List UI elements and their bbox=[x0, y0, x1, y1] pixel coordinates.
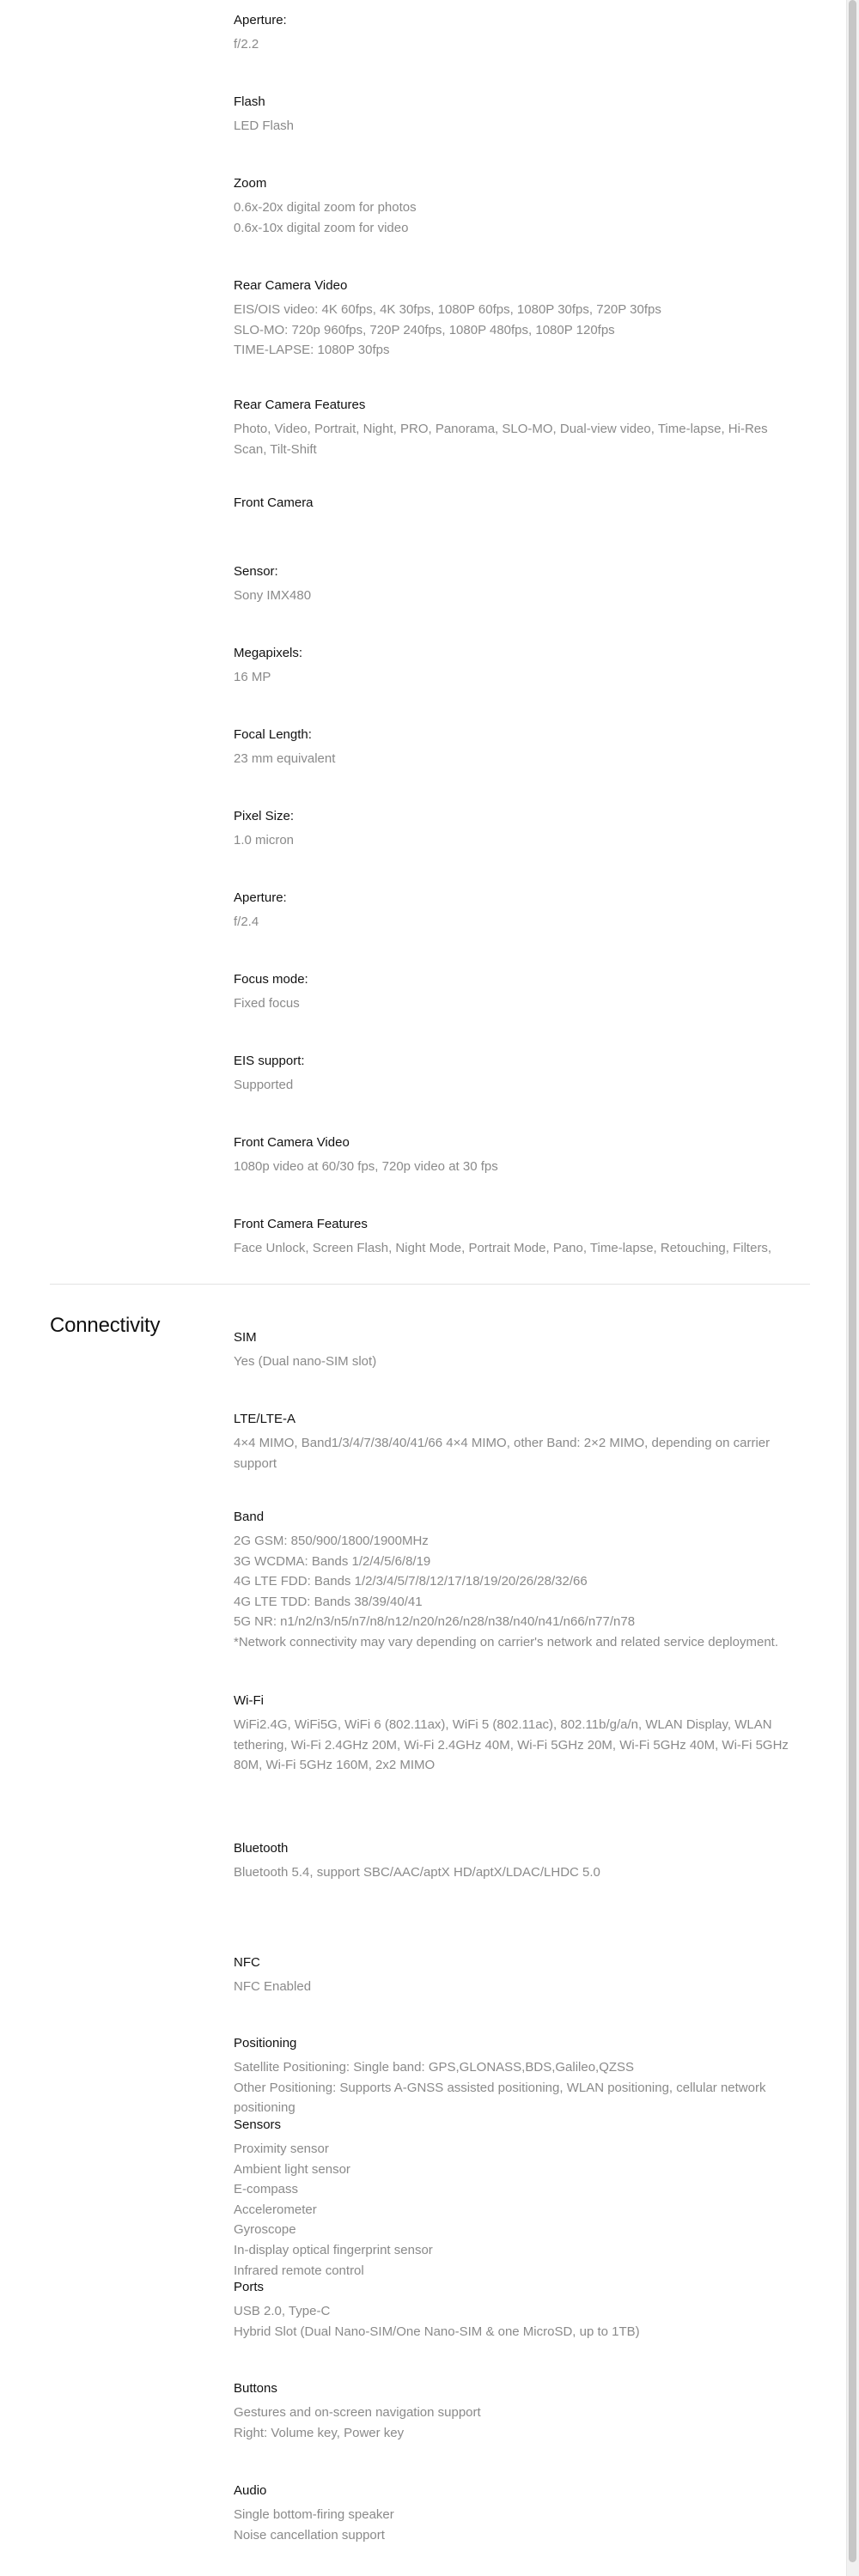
spec-value: Gyroscope bbox=[234, 2222, 296, 2238]
spec-value: Noise cancellation support bbox=[234, 2527, 385, 2543]
spec-values bbox=[234, 993, 801, 1014]
spec-item bbox=[234, 1053, 801, 1096]
spec-label: Sensor: bbox=[234, 564, 278, 579]
spec-value: 1.0 micron bbox=[234, 833, 295, 848]
spec-label: Zoom bbox=[234, 176, 267, 191]
spec-value: In-display optical fingerprint sensor bbox=[234, 2242, 433, 2257]
spec-label: Bluetooth bbox=[234, 1841, 289, 1856]
section-divider bbox=[50, 1284, 810, 1285]
spec-label: SIM bbox=[234, 1330, 257, 1345]
spec-item bbox=[234, 726, 801, 769]
spec-item bbox=[234, 1840, 801, 1883]
spec-label: Front Camera Features bbox=[234, 1217, 368, 1231]
spec-label: Positioning bbox=[234, 2036, 297, 2050]
spec-value: Supported bbox=[234, 1078, 294, 1092]
spec-value: Face Unlock, Screen Flash, Night Mode, Portrait Mode, Pano, Time-lapse, Retouching, Filters, bbox=[234, 1241, 772, 1255]
spec-values bbox=[234, 1352, 801, 1372]
spec-values bbox=[234, 749, 801, 769]
spec-value: Yes (Dual nano-SIM slot) bbox=[234, 1354, 377, 1369]
spec-item bbox=[234, 2117, 801, 2281]
spec-value: 5G NR: n1/n2/n3/n5/n7/n8/n12/n20/n26/n28/n38/n40/n41/n66/n77/n78 bbox=[234, 1614, 636, 1630]
spec-value: Satellite Positioning: Single band: GPS,GLONASS,BDS,Galileo,QZSS bbox=[234, 2060, 635, 2075]
spec-value: WiFi2.4G, WiFi5G, WiFi 6 (802.11ax), WiFi 5 (802.11ac), 802.11b/g/a/n, WLAN Display, WLAN tethering, Wi-Fi 2.4GHz 20M, Wi-Fi 2.4GHz 40M, Wi-Fi 5GHz 20M, Wi-Fi 5GHz 40M, Wi-Fi 5GHz 80M, Wi-Fi 5GHz 160M, 2x2 MIMO bbox=[234, 1717, 789, 1773]
spec-value: SLO-MO: 720p 960fps, 720P 240fps, 1080P 480fps, 1080P 120fps bbox=[234, 322, 615, 337]
spec-label: EIS support: bbox=[234, 1054, 305, 1068]
spec-values bbox=[234, 2057, 801, 2118]
spec-values bbox=[234, 586, 801, 606]
spec-item bbox=[234, 2279, 801, 2342]
spec-label: Band bbox=[234, 1510, 265, 1524]
spec-value: 0.6x-20x digital zoom for photos bbox=[234, 200, 417, 215]
spec-label: Audio bbox=[234, 2483, 267, 2498]
spec-value: Infrared remote control bbox=[234, 2263, 364, 2278]
spec-label: Ports bbox=[234, 2280, 265, 2294]
spec-label: Rear Camera Features bbox=[234, 398, 366, 412]
spec-values bbox=[234, 1977, 801, 1997]
spec-value: Hybrid Slot (Dual Nano-SIM/One Nano-SIM & one MicroSD, up to 1TB) bbox=[234, 2324, 640, 2339]
spec-label: Front Camera Video bbox=[234, 1135, 350, 1150]
spec-label: Flash bbox=[234, 94, 265, 109]
spec-values bbox=[234, 2139, 801, 2281]
spec-item bbox=[234, 1411, 801, 1473]
spec-label: NFC bbox=[234, 1955, 260, 1970]
spec-item bbox=[234, 1692, 801, 1776]
spec-label: Aperture: bbox=[234, 890, 287, 905]
spec-values bbox=[234, 1238, 801, 1259]
spec-item bbox=[234, 1134, 801, 1177]
spec-item bbox=[234, 890, 801, 933]
spec-values bbox=[234, 419, 801, 459]
spec-value: 16 MP bbox=[234, 670, 271, 684]
spec-item bbox=[234, 1216, 801, 1259]
page-scrollbar[interactable] bbox=[846, 0, 859, 2576]
spec-item bbox=[234, 277, 801, 361]
spec-item bbox=[234, 1954, 801, 1997]
spec-value: Single bottom-firing speaker bbox=[234, 2507, 394, 2522]
spec-item bbox=[234, 12, 801, 55]
spec-value: 4G LTE FDD: Bands 1/2/3/4/5/7/8/12/17/18/19/20/26/28/32/66 bbox=[234, 1574, 588, 1589]
spec-values bbox=[234, 912, 801, 933]
spec-value: USB 2.0, Type-C bbox=[234, 2304, 331, 2318]
spec-value: EIS/OIS video: 4K 60fps, 4K 30fps, 1080P 60fps, 1080P 30fps, 720P 30fps bbox=[234, 302, 661, 317]
spec-values bbox=[234, 830, 801, 851]
spec-item bbox=[234, 495, 801, 512]
spec-values bbox=[234, 1433, 801, 1473]
spec-item bbox=[234, 2380, 801, 2443]
spec-label: Aperture: bbox=[234, 13, 287, 27]
spec-label: Wi-Fi bbox=[234, 1693, 264, 1708]
spec-value: NFC Enabled bbox=[234, 1979, 312, 1994]
spec-value: E-compass bbox=[234, 2182, 299, 2197]
spec-values bbox=[234, 197, 801, 238]
scrollbar-thumb[interactable] bbox=[849, 0, 856, 2562]
spec-item bbox=[234, 563, 801, 606]
spec-value: 23 mm equivalent bbox=[234, 751, 336, 766]
spec-value: Accelerometer bbox=[234, 2202, 317, 2217]
spec-values bbox=[234, 2403, 801, 2443]
spec-label: Pixel Size: bbox=[234, 809, 295, 823]
spec-value: Photo, Video, Portrait, Night, PRO, Panorama, SLO-MO, Dual-view video, Time-lapse, Hi-Res Scan, Tilt-Shift bbox=[234, 422, 768, 457]
spec-label: LTE/LTE-A bbox=[234, 1412, 295, 1426]
spec-value: LED Flash bbox=[234, 118, 295, 133]
spec-values bbox=[234, 2505, 801, 2545]
spec-value: 1080p video at 60/30 fps, 720p video at 30 fps bbox=[234, 1159, 498, 1174]
spec-label: Front Camera bbox=[234, 495, 314, 510]
spec-values bbox=[234, 1531, 801, 1653]
spec-label: Buttons bbox=[234, 2381, 277, 2396]
spec-values bbox=[234, 1862, 801, 1883]
spec-value: Proximity sensor bbox=[234, 2142, 329, 2156]
spec-value: TIME-LAPSE: 1080P 30fps bbox=[234, 343, 390, 358]
spec-label: Sensors bbox=[234, 2117, 282, 2132]
spec-value: 2G GSM: 850/900/1800/1900MHz bbox=[234, 1534, 429, 1548]
spec-item bbox=[234, 2482, 801, 2545]
spec-value: Bluetooth 5.4, support SBC/AAC/aptX HD/aptX/LDAC/LHDC 5.0 bbox=[234, 1865, 600, 1880]
spec-item bbox=[234, 1509, 801, 1653]
spec-value: Sony IMX480 bbox=[234, 588, 312, 603]
spec-item bbox=[234, 1329, 801, 1372]
spec-item bbox=[234, 645, 801, 688]
spec-label: Focal Length: bbox=[234, 727, 312, 742]
spec-item bbox=[234, 971, 801, 1014]
spec-value: Other Positioning: Supports A-GNSS assisted positioning, WLAN positioning, cellular network positioning bbox=[234, 2080, 766, 2116]
spec-item bbox=[234, 94, 801, 137]
spec-values bbox=[234, 300, 801, 361]
spec-value: f/2.2 bbox=[234, 37, 259, 52]
spec-value: 4×4 MIMO, Band1/3/4/7/38/40/41/66 4×4 MIMO, other Band: 2×2 MIMO, depending on carrier support bbox=[234, 1436, 771, 1471]
spec-value: Ambient light sensor bbox=[234, 2161, 350, 2177]
spec-label: Focus mode: bbox=[234, 972, 308, 987]
spec-values bbox=[234, 1157, 801, 1177]
spec-values bbox=[234, 667, 801, 688]
spec-value: *Network connectivity may vary depending on carrier's network and related service deployment. bbox=[234, 1634, 778, 1649]
spec-item bbox=[234, 808, 801, 851]
spec-value: 3G WCDMA: Bands 1/2/4/5/6/8/19 bbox=[234, 1553, 431, 1569]
spec-label: Megapixels: bbox=[234, 646, 303, 660]
spec-value: f/2.4 bbox=[234, 914, 259, 929]
spec-value: 0.6x-10x digital zoom for video bbox=[234, 220, 409, 235]
spec-item bbox=[234, 397, 801, 459]
section-title: Connectivity bbox=[50, 1314, 161, 1337]
spec-values bbox=[234, 116, 801, 137]
spec-item bbox=[234, 2035, 801, 2118]
spec-value: Gestures and on-screen navigation support bbox=[234, 2405, 481, 2420]
spec-values bbox=[234, 2301, 801, 2342]
spec-value: Fixed focus bbox=[234, 996, 300, 1011]
spec-values bbox=[234, 1075, 801, 1096]
spec-values bbox=[234, 34, 801, 55]
spec-value: Right: Volume key, Power key bbox=[234, 2425, 405, 2440]
spec-item bbox=[234, 175, 801, 238]
spec-label: Rear Camera Video bbox=[234, 278, 348, 293]
spec-values bbox=[234, 1715, 801, 1776]
spec-value: 4G LTE TDD: Bands 38/39/40/41 bbox=[234, 1594, 423, 1609]
